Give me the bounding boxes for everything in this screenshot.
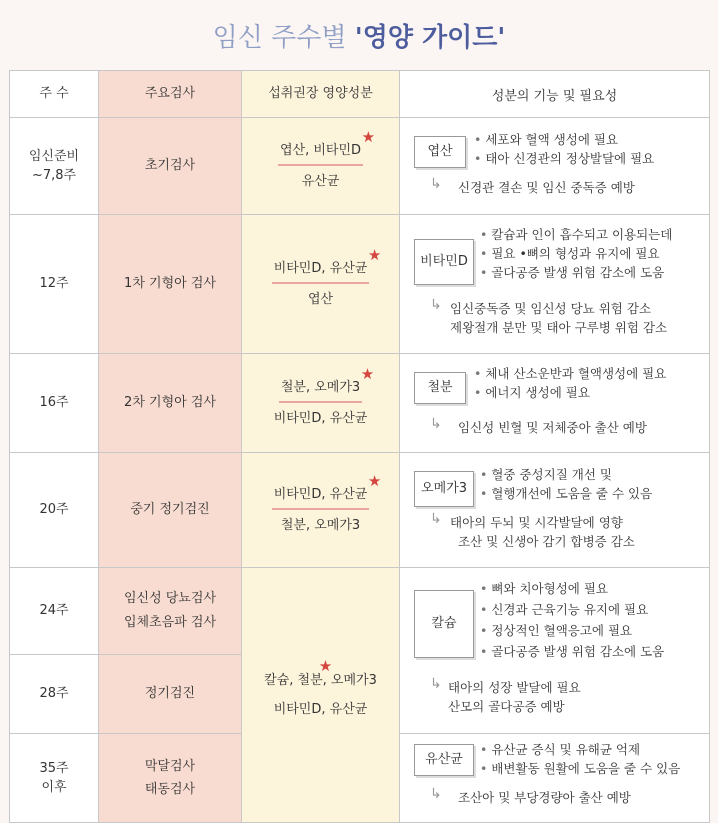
nutrient-main-text: 비타민D, 유산균: [273, 487, 368, 503]
exam-line: 임신성 당뇨검사: [123, 591, 217, 607]
star-icon: ★: [360, 365, 375, 384]
result-line: 임신성 빈혈 및 저체중아 출산 예방: [458, 420, 647, 435]
bullet-item: • 골다공증 발생 위험 감소에 도움: [480, 263, 672, 282]
nutrient-alt: 비타민D, 유산균: [273, 701, 368, 717]
result-line: 조산아 및 부당경량아 출산 예방: [458, 790, 631, 805]
week-cell: [10, 734, 99, 823]
exam-cell: [99, 215, 242, 354]
week-line: 35주: [39, 760, 69, 776]
title-prefix: 임신 주수별: [212, 23, 355, 53]
nutrient-tag: 엽산: [414, 136, 466, 168]
nutrient-cell-merged: [242, 568, 400, 823]
page-title: [0, 12, 718, 64]
bullet-item: • 유산균 증식 및 유해균 억제: [480, 740, 680, 759]
exam-cell: [99, 654, 242, 733]
nutrient-main: [272, 246, 382, 283]
exam-line: 입체초음파 검사: [123, 614, 217, 630]
result-text: [458, 418, 647, 437]
star-icon: ★: [367, 472, 382, 491]
nutrient-main: [262, 657, 379, 693]
exam-line: 2차 기형아 검사: [124, 395, 216, 411]
bullet-item: • 세포와 혈액 생성에 필요: [474, 130, 654, 149]
nutrient-tag: 칼슘: [414, 590, 474, 658]
result-text: [448, 678, 581, 716]
exam-line: 초기검사: [144, 158, 196, 174]
nutrient-cell: [242, 453, 400, 568]
bullet-item: • 체내 산소운반과 혈액생성에 필요: [474, 364, 666, 383]
result-line: 조산 및 신생아 감기 합병증 감소: [458, 534, 635, 549]
header-row: [10, 71, 710, 118]
header-exam: 주요검사: [99, 71, 242, 118]
nutrient-cell: [242, 118, 400, 215]
week-line: 28주: [39, 686, 69, 701]
result-text: [458, 178, 635, 197]
header-nutrients: 섭취권장 영양성분: [242, 71, 400, 118]
header-week: 주 수: [10, 71, 99, 118]
bullet-item: • 필요 •뼈의 형성과 유지에 필요: [480, 244, 672, 263]
nutrient-main-text: 엽산, 비타민D: [279, 143, 362, 159]
result-line: 제왕절개 분만 및 태아 구루병 위험 감소: [450, 320, 668, 335]
exam-cell: [99, 453, 242, 568]
bullet-item: • 혈중 중성지질 개선 및: [480, 465, 652, 484]
function-cell: [400, 215, 710, 354]
star-icon: ★: [318, 657, 333, 676]
nutrient-cell: [242, 354, 400, 453]
arrow-icon: ↳: [430, 416, 442, 432]
bullet-item: • 뼈와 치아형성에 필요: [480, 578, 664, 599]
arrow-icon: ↳: [430, 511, 442, 527]
bullet-item: • 골다공증 발생 위험 감소에 도움: [480, 641, 664, 662]
nutrient-alt: 철분, 오메가3: [280, 517, 361, 533]
nutrient-alt: 유산균: [301, 173, 340, 189]
exam-line: 막달검사: [144, 758, 196, 774]
exam-line: 정기검진: [144, 686, 196, 702]
week-cell: [10, 654, 99, 733]
function-cell: [400, 734, 710, 823]
nutrient-tag: 비타민D: [414, 239, 474, 285]
week-cell: [10, 453, 99, 568]
arrow-icon: ↳: [430, 676, 442, 692]
result-line: 신경관 결손 및 임신 중독증 예방: [458, 180, 635, 195]
exam-cell: [99, 734, 242, 823]
nutrient-alt: 비타민D, 유산균: [273, 410, 368, 426]
nutrient-tag: 오메가3: [414, 471, 474, 507]
header-function: 성분의 기능 및 필요성: [400, 71, 710, 118]
table-row: [10, 568, 710, 655]
result-text: [450, 513, 635, 551]
table-row: [10, 453, 710, 568]
week-line: 임신준비: [28, 148, 80, 164]
nutrient-main-text: 철분, 오메가3: [280, 380, 361, 396]
function-cell: [400, 118, 710, 215]
bullet-item: • 배변활동 원활에 도움을 줄 수 있음: [480, 759, 680, 778]
nutrient-cell: [242, 215, 400, 354]
function-cell: [400, 354, 710, 453]
function-cell: [400, 453, 710, 568]
exam-cell: [99, 568, 242, 655]
exam-cell: [99, 354, 242, 453]
nutrient-main-text: 비타민D, 유산균: [273, 261, 368, 277]
result-text: [458, 788, 631, 807]
table-row: [10, 354, 710, 453]
result-line: 태아의 성장 발달에 필요: [448, 680, 581, 695]
bullet-item: • 에너지 생성에 필요: [474, 383, 666, 402]
arrow-icon: ↳: [430, 297, 442, 313]
title-highlight: '영양 가이드': [354, 23, 506, 53]
result-line: 산모의 골다공증 예방: [448, 699, 565, 714]
nutrient-main: [279, 365, 375, 402]
week-cell: [10, 568, 99, 655]
week-cell: [10, 118, 99, 215]
star-icon: ★: [367, 246, 382, 265]
exam-cell: [99, 118, 242, 215]
week-line: 20주: [39, 502, 69, 518]
week-line: 이후: [41, 780, 67, 795]
bullet-item: • 칼슘과 인이 흡수되고 이용되는데: [480, 225, 672, 244]
bullet-item: • 정상적인 혈액응고에 필요: [480, 620, 664, 641]
arrow-icon: ↳: [430, 176, 442, 192]
nutrient-main-wrap: [264, 657, 377, 692]
week-line: ~7,8주: [31, 168, 77, 183]
result-text: [450, 299, 667, 337]
exam-line: 태동검사: [144, 782, 196, 797]
nutrient-tag: 유산균: [414, 744, 474, 776]
bullet-item: • 혈행개선에 도움을 줄 수 있음: [480, 484, 652, 503]
nutrient-main: [272, 472, 382, 509]
week-cell: [10, 215, 99, 354]
exam-line: 중기 정기검진: [130, 502, 210, 518]
week-line: 16주: [39, 395, 69, 411]
exam-line: 1차 기형아 검사: [124, 276, 216, 292]
nutrition-guide-table: [9, 70, 710, 823]
result-line: 태아의 두뇌 및 시각발달에 영향: [450, 515, 623, 530]
star-icon: ★: [361, 128, 376, 147]
week-line: 24주: [39, 603, 69, 618]
nutrient-tag: 철분: [414, 372, 466, 404]
arrow-icon: ↳: [430, 786, 442, 802]
week-line: 12주: [39, 276, 69, 292]
table-row: [10, 118, 710, 215]
result-line: 임신중독증 및 임신성 당뇨 위험 감소: [450, 301, 651, 316]
nutrient-alt: 엽산: [307, 291, 334, 307]
bullet-item: • 신경과 근육기능 유지에 필요: [480, 599, 664, 620]
bullet-item: • 태아 신경관의 정상발달에 필요: [474, 149, 654, 168]
nutrient-main: [278, 128, 376, 165]
table-row: [10, 215, 710, 354]
function-cell-merged: [400, 568, 710, 734]
week-cell: [10, 354, 99, 453]
nutrient-main-text: 칼슘, 철분, 오메가3: [264, 673, 377, 689]
